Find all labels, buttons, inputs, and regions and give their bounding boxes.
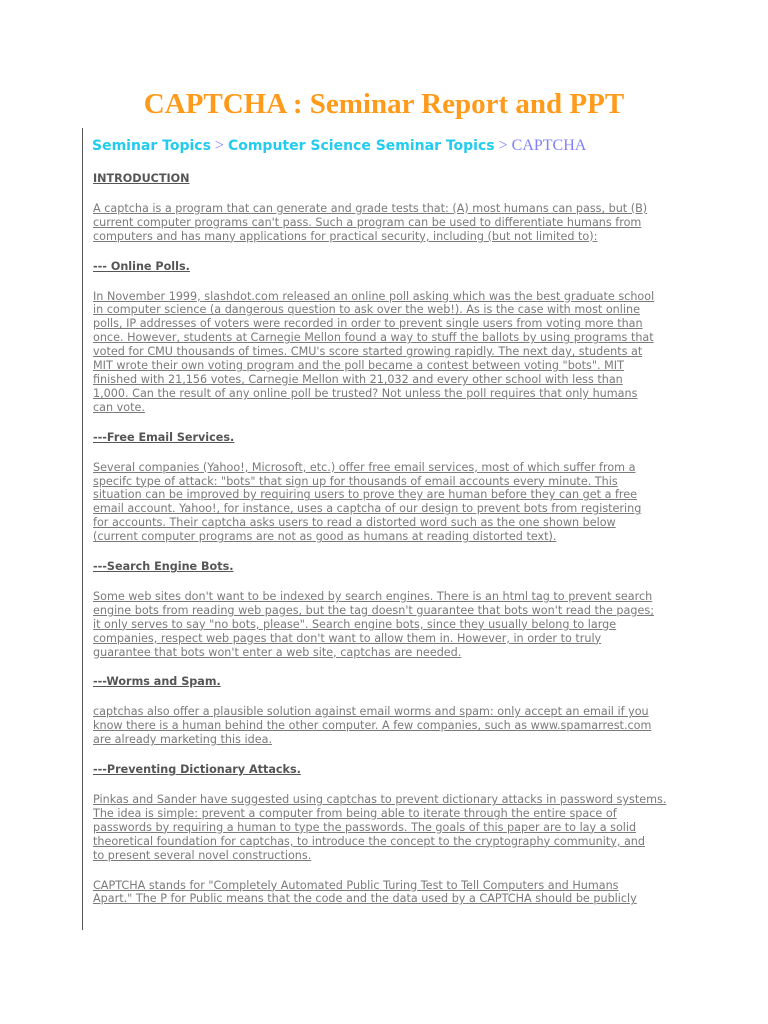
breadcrumb-current: CAPTCHA [511, 137, 587, 154]
text-line: can vote. [93, 400, 145, 414]
text-line: MIT wrote their own voting program and the poll became a contest between voting "bots". MIT [93, 359, 624, 373]
paragraph-worms-spam [93, 705, 679, 747]
text-line: companies, respect web pages that don't want to allow them in. However, in order to truly [93, 631, 602, 645]
text-line: polls, IP addresses of voters were recorded in order to prevent single users from voting more than [93, 317, 643, 331]
breadcrumb-link-cs-seminar-topics[interactable]: Computer Science Seminar Topics [227, 138, 495, 154]
breadcrumb [92, 136, 586, 156]
breadcrumb-separator: > [494, 137, 512, 154]
text-line: 1,000. Can the result of any online poll be trusted? Not unless the poll requires that only humans [93, 386, 638, 400]
page-title: CAPTCHA : Seminar Report and PPT [143, 88, 625, 120]
text-line: engine bots from reading web pages, but the tag doesn't guarantee that bots won't read the pages; [93, 603, 654, 617]
paragraph-introduction [93, 202, 679, 244]
breadcrumb-link-seminar-topics[interactable]: Seminar Topics [92, 138, 211, 154]
text-line: Pinkas and Sander have suggested using captchas to prevent dictionary attacks in password systems. [93, 793, 667, 806]
section-heading-introduction: INTRODUCTION [93, 172, 190, 185]
section-heading-search-engine-bots: ---Search Engine Bots. [93, 560, 234, 574]
text-line: Apart." The P for Public means that the code and the data used by a CAPTCHA should be publicly [93, 892, 637, 906]
article-body [93, 172, 679, 906]
text-line: A captcha is a program that can generate and grade tests that: (A) most humans can pass, but (B) [93, 201, 648, 215]
text-line: are already marketing this idea. [93, 733, 273, 747]
text-line: Several companies (Yahoo!, Microsoft, etc.) offer free email services, most of which suffer from a [93, 460, 636, 474]
section-heading-online-polls: --- Online Polls. [93, 259, 190, 273]
breadcrumb-separator: > [210, 137, 228, 154]
text-line: computers and has many applications for practical security, including (but not limited to): [93, 229, 598, 243]
paragraph-captcha-stands-for [93, 879, 679, 907]
text-line: theoretical foundation for captchas, to introduce the concept to the cryptography community, and [93, 834, 645, 848]
section-heading-dictionary-attacks: ---Preventing Dictionary Attacks. [93, 763, 301, 777]
text-line: it only serves to say "no bots, please". Search engine bots, since they usually belong to large [93, 617, 617, 631]
text-line: once. However, students at Carnegie Mellon found a way to stuff the ballots by using programs that [93, 331, 654, 345]
text-line: captchas also offer a plausible solution against email worms and spam: only accept an email if you [93, 705, 649, 719]
text-line: finished with 21,156 votes, Carnegie Mellon with 21,032 and every other school with less than [93, 372, 623, 386]
text-line: situation can be improved by requiring users to prove they are human before they can get a free [93, 488, 638, 502]
section-heading-free-email: ---Free Email Services. [93, 430, 235, 444]
paragraph-free-email [93, 461, 679, 544]
text-line: know there is a human behind the other computer. A few companies, such as www.spamarrest.com [93, 719, 652, 733]
text-line: In November 1999, slashdot.com released an online poll asking which was the best graduate school [93, 289, 655, 303]
text-line: (current computer programs are not as good as humans at reading distorted text). [93, 530, 557, 544]
section-heading-worms-spam: ---Worms and Spam. [93, 675, 221, 689]
text-line: specifc type of attack: "bots" that sign up for thousands of email accounts every minute. This [93, 474, 618, 488]
text-line: Some web sites don't want to be indexed by search engines. There is an html tag to prevent search [93, 589, 653, 603]
text-line: email account. Yahoo!, for instance, uses a captcha of our design to prevent bots from registering [93, 502, 642, 516]
text-line: in computer science (a dangerous question to ask over the web!). As is the case with most online [93, 303, 640, 317]
paragraph-search-engine-bots [93, 590, 679, 660]
text-line: voted for CMU thousands of times. CMU's score started growing rapidly. The next day, students at [93, 345, 643, 359]
paragraph-dictionary-attacks [93, 793, 679, 863]
text-line: passwords by requiring a human to type the passwords. The goals of this paper are to lay a solid [93, 820, 637, 834]
text-line: for accounts. Their captcha asks users to read a distorted word such as the one shown below [93, 516, 616, 530]
text-line: guarantee that bots won't enter a web site, captchas are needed. [93, 645, 462, 659]
text-line: CAPTCHA stands for "Completely Automated Public Turing Test to Tell Computers and Humans [93, 878, 619, 892]
text-line: The idea is simple: prevent a computer from being able to iterate through the entire space of [93, 806, 617, 820]
text-line: current computer programs can't pass. Such a program can be used to differentiate humans from [93, 215, 642, 229]
left-border-line [82, 128, 83, 930]
paragraph-online-polls [93, 290, 679, 415]
text-line: to present several novel constructions. [93, 848, 312, 862]
